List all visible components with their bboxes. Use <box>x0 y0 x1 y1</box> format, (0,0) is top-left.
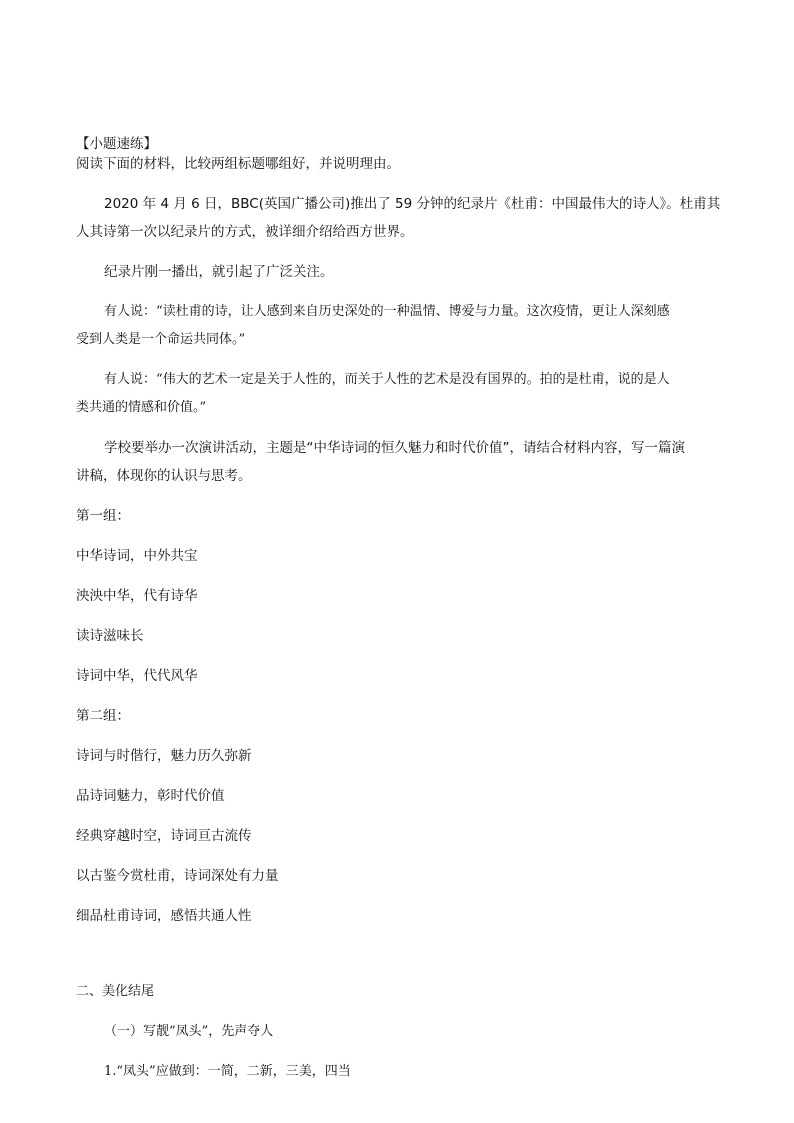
group-1-title: 中华诗词，中外共宝 <box>76 548 198 564</box>
material-paragraph-5-line-2: 讲稿，体现你的认识与思考。 <box>76 468 252 484</box>
section-header: 【小题速练】 <box>76 136 157 152</box>
section-2-point-1: 1.“凤头”应做到：一简，二新，三美，四当 <box>104 1064 351 1079</box>
material-paragraph-4-line-2: 类共通的情感和价值。” <box>76 400 207 415</box>
group-2-title: 细品杜甫诗词，感悟共通人性 <box>76 908 252 924</box>
material-paragraph-4-line-1: 有人说：“伟大的艺术一定是关于人性的，而关于人性的艺术是没有国界的。拍的是杜甫，说的是人 <box>104 372 670 387</box>
material-paragraph-1-line-1: 2020 年 4 月 6 日，BBC(英国广播公司)推出了 59 分钟的纪录片《杜甫：中国最伟大的诗人》。杜甫其 <box>104 196 721 212</box>
group-1-title: 诗词中华，代代风华 <box>76 668 198 684</box>
group-2-title: 诗词与时偕行，魅力历久弥新 <box>76 748 252 764</box>
group-2-title: 经典穿越时空，诗词亘古流传 <box>76 828 252 844</box>
group-2-label: 第二组： <box>76 708 130 724</box>
group-1-label: 第一组： <box>76 508 130 524</box>
group-2-title: 品诗词魅力，彰时代价值 <box>76 788 225 804</box>
material-paragraph-5-line-1: 学校要举办一次演讲活动，主题是“中华诗词的恒久魅力和时代价值”，请结合材料内容，写一篇演 <box>104 440 685 456</box>
material-paragraph-2: 纪录片刚一播出，就引起了广泛关注。 <box>104 264 334 280</box>
material-paragraph-1-line-2: 人其诗第一次以纪录片的方式，被详细介绍给西方世界。 <box>76 224 414 240</box>
group-1-title: 泱泱中华，代有诗华 <box>76 588 198 604</box>
material-paragraph-3-line-1: 有人说：“读杜甫的诗，让人感到来自历史深处的一种温情、博爱与力量。这次疫情，更让人深刻感 <box>104 304 670 319</box>
section-2-subheading: （一）写靓“凤头”，先声夺人 <box>104 1024 274 1039</box>
section-2-heading: 二、美化结尾 <box>76 984 155 999</box>
group-1-title: 读诗滋味长 <box>76 628 144 644</box>
material-paragraph-3-line-2: 受到人类是一个命运共同体。” <box>76 332 246 347</box>
instruction-text: 阅读下面的材料，比较两组标题哪组好，并说明理由。 <box>76 156 400 172</box>
group-2-title: 以古鉴今赏杜甫，诗词深处有力量 <box>76 868 279 884</box>
